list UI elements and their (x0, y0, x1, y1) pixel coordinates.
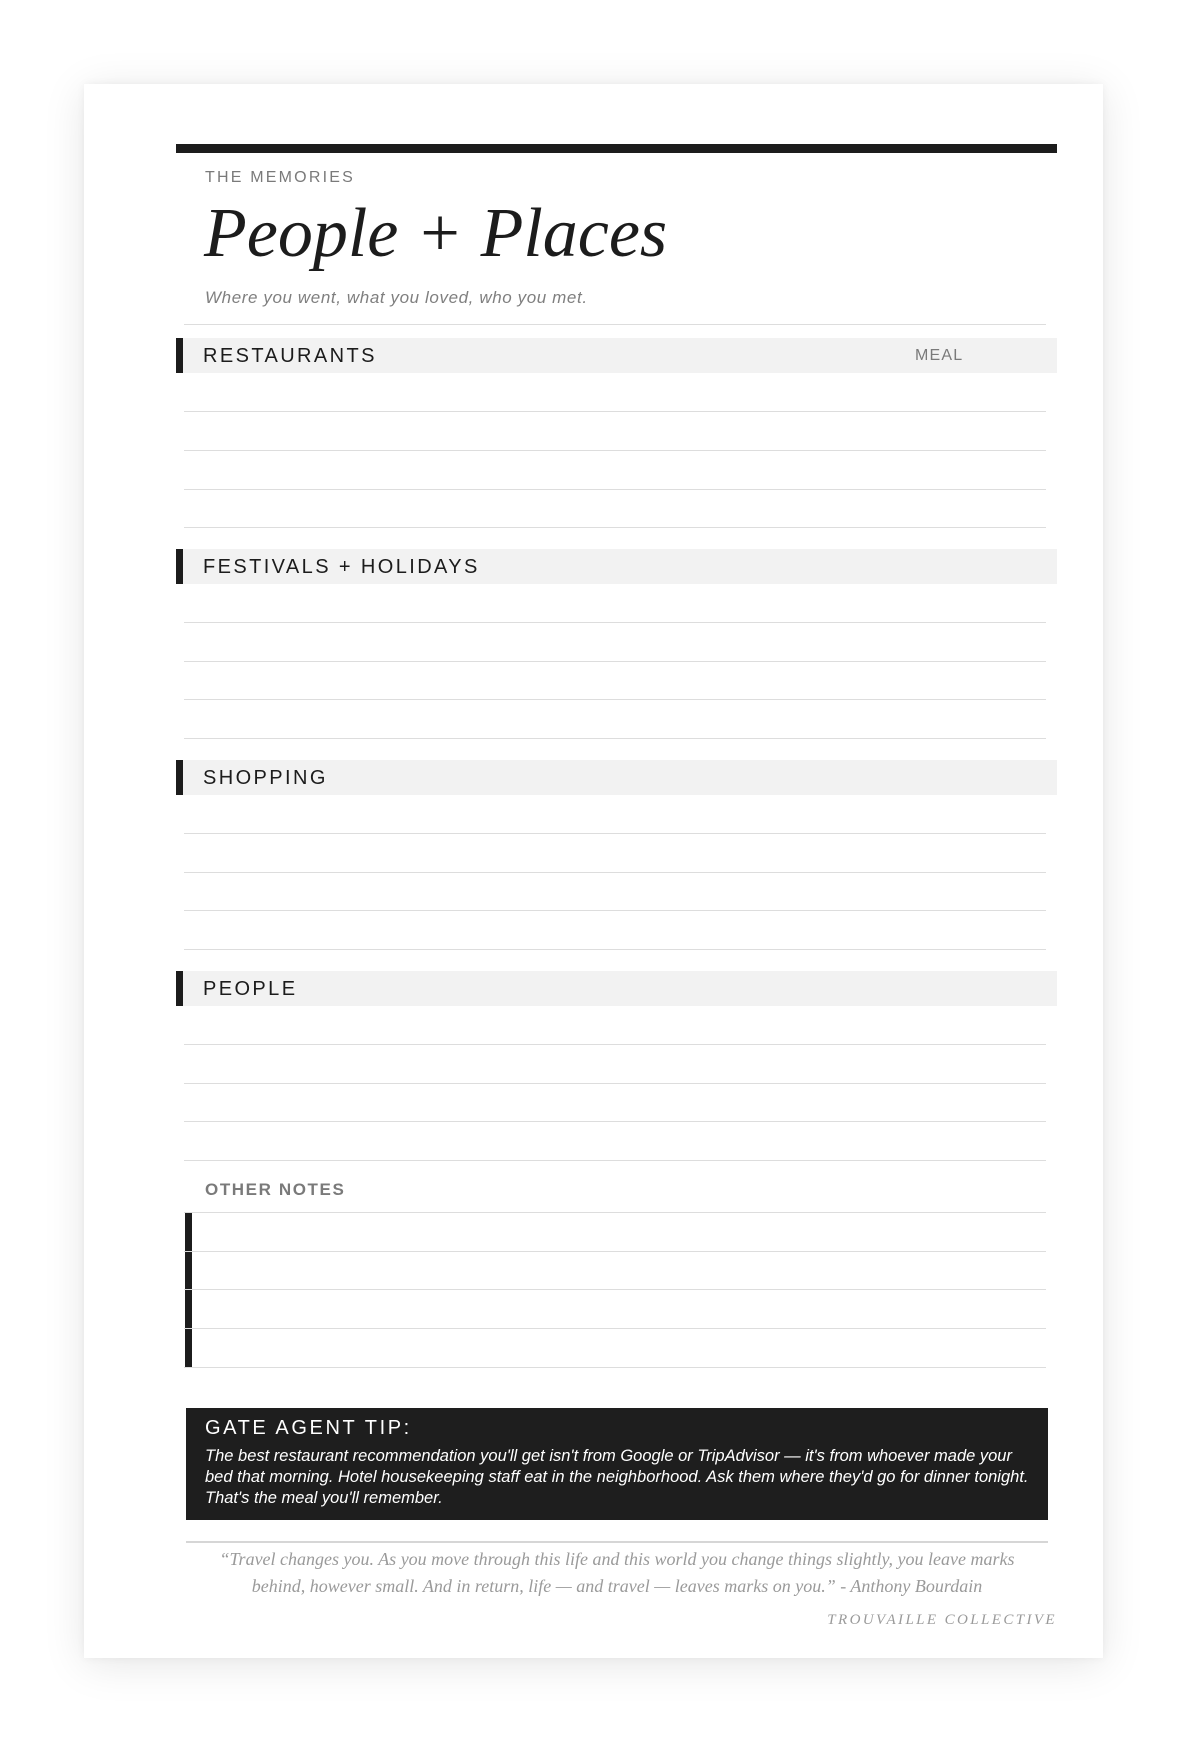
restaurants-write-line-2[interactable] (184, 450, 1046, 451)
section-marker (176, 760, 183, 795)
gate-agent-tip-box (186, 1408, 1048, 1520)
meal-column-label: MEAL (915, 347, 964, 364)
section-marker (176, 549, 183, 584)
tip-heading: GATE AGENT TIP: (205, 1417, 412, 1439)
section-people-header (176, 971, 1057, 1006)
section-festivals-label: FESTIVALS + HOLIDAYS (203, 556, 480, 578)
people-write-line-4[interactable] (184, 1160, 1046, 1161)
section-people-label: PEOPLE (203, 978, 298, 1000)
section-shopping-header (176, 760, 1057, 795)
notes-write-line-1[interactable] (184, 1212, 1046, 1213)
restaurants-write-line-4[interactable] (184, 527, 1046, 528)
people-write-line-1[interactable] (184, 1044, 1046, 1045)
festivals-write-line-1[interactable] (184, 622, 1046, 623)
notes-write-line-2[interactable] (184, 1251, 1046, 1252)
section-marker (176, 971, 183, 1006)
notes-write-line-3[interactable] (184, 1289, 1046, 1290)
page-subtitle: Where you went, what you loved, who you met. (205, 288, 588, 307)
shopping-write-line-3[interactable] (184, 910, 1046, 911)
shopping-write-line-2[interactable] (184, 872, 1046, 873)
page-eyebrow: THE MEMORIES (205, 169, 355, 186)
restaurants-write-line-3[interactable] (184, 489, 1046, 490)
shopping-write-line-4[interactable] (184, 949, 1046, 950)
header-divider (184, 324, 1046, 325)
section-shopping-label: SHOPPING (203, 767, 328, 789)
quote-divider (186, 1541, 1048, 1543)
notes-write-line-5[interactable] (184, 1367, 1046, 1368)
festivals-write-line-2[interactable] (184, 661, 1046, 662)
page-title: People + Places (204, 195, 668, 272)
shopping-write-line-1[interactable] (184, 833, 1046, 834)
people-write-line-3[interactable] (184, 1121, 1046, 1122)
planner-page (84, 84, 1103, 1658)
tip-body: The best restaurant recommendation you'll get isn't from Google or TripAdvisor — it's from whoever made your bed that morning. Hotel housekeeping staff eat in the neighborhood. Ask them where they'd go for dinner tonight. That's the meal you'll remember. (205, 1447, 1029, 1507)
footer-quote: “Travel changes you. As you move through this life and this world you change things slightly, you leave marks behind, however small. And in return, life — and travel — leaves marks on you.” - Anthony Bourdain (219, 1549, 1015, 1596)
restaurants-write-line-1[interactable] (184, 411, 1046, 412)
festivals-write-line-3[interactable] (184, 699, 1046, 700)
top-bar (176, 144, 1057, 153)
section-festivals-header (176, 549, 1057, 584)
festivals-write-line-4[interactable] (184, 738, 1046, 739)
section-marker (176, 338, 183, 373)
notes-write-line-4[interactable] (184, 1328, 1046, 1329)
brand-name: TROUVAILLE COLLECTIVE (827, 1612, 1057, 1628)
people-write-line-2[interactable] (184, 1083, 1046, 1084)
section-restaurants-header (176, 338, 1057, 373)
section-restaurants-label: RESTAURANTS (203, 345, 377, 367)
other-notes-label: OTHER NOTES (205, 1180, 346, 1199)
